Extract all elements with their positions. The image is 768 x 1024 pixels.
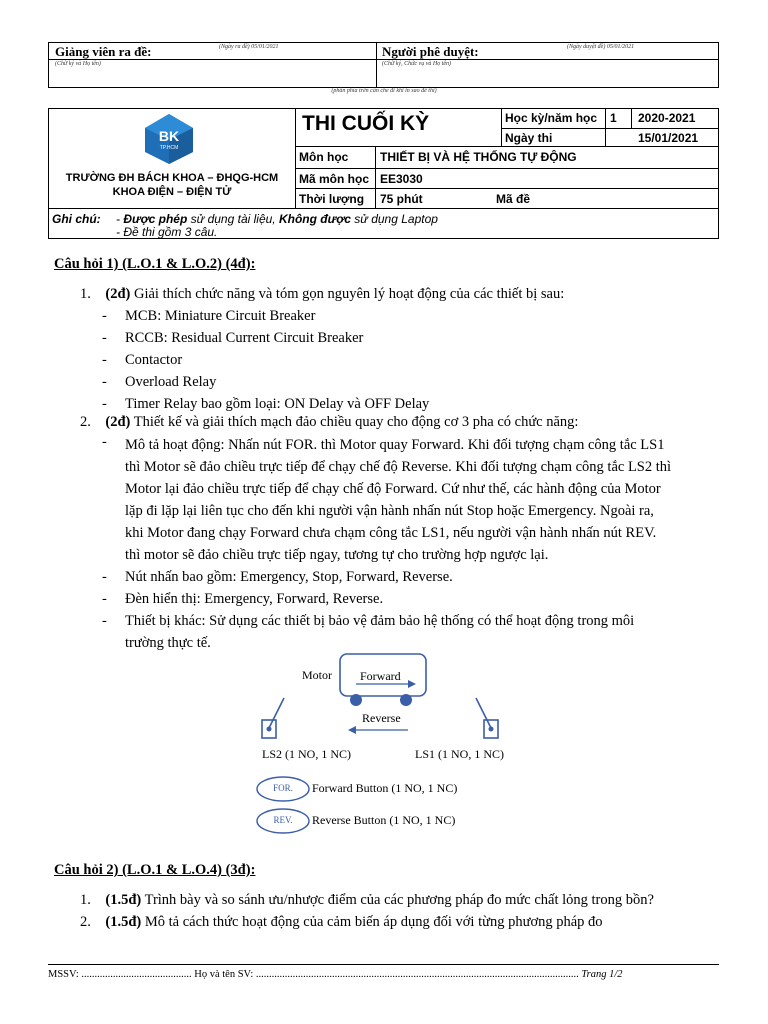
rev-button-label: REV. [273,815,293,825]
note-line-2: - Đề thi gồm 3 câu. [116,225,218,239]
question-1-heading: Câu hỏi 1) (L.O.1 & L.O.2) (4đ): [54,256,256,272]
lecturer-note: (Chữ ký và Họ tên) [55,61,101,67]
school-line-2: KHOA ĐIỆN – ĐIỆN TỬ [112,186,232,198]
wheel-right [400,694,412,706]
school-name [49,171,295,199]
operation-description: Mô tả hoạt động: Nhấn nút FOR. thì Motor quay Forward. Khi đối tượng chạm công tắc LS1 thì Motor sẽ đảo chiều trực tiếp để chạy chế độ Reverse. Khi đối tượng chạm công tắc LS2 thì Motor lại đảo chiều trực tiếp để chạy chế độ Forward. Cứ như thế, các hành động của Motor lặp đi lặp lại liên tục cho đến khi người vận hành nhấn nút Stop hoặc Emergency. Ngoài ra, khi Motor đang chạy Forward chưa chạm công tắc LS1, nếu người vận hành nhấn nút REV. thì motor sẽ đảo chiều trực tiếp ngay, tương tự cho trường hợp ngược lại. [125,437,672,563]
motor-diagram [240,650,540,840]
exam-date: 15/01/2021 [638,131,699,145]
buttons-line: - Nút nhấn bao gồm: Emergency, Stop, Forward, Reverse. [102,569,453,585]
q1-item-1: 1. (2đ) Giải thích chức năng và tóm gọn nguyên lý hoạt động của các thiết bị sau: [80,286,565,302]
exam-title: THI CUỐI KỲ [302,112,430,135]
school-year: 2020-2021 [638,111,696,125]
approver-date: (Ngày duyệt đề) 05/01/2021 [567,44,635,50]
student-id-field: MSSV: .......................................... [48,969,192,980]
school-line-1: TRƯỜNG ĐH BÁCH KHOA – ĐHQG-HCM [65,172,279,184]
wheel-left [350,694,362,706]
university-logo [145,114,193,164]
subject-label: Môn học [299,150,349,164]
subject-value: THIẾT BỊ VÀ HỆ THỐNG TỰ ĐỘNG [380,150,577,164]
course-code-value: EE3030 [380,172,423,186]
page-footer [48,964,719,980]
note-label: Ghi chú: [52,212,101,226]
list-item: - Contactor [102,352,183,368]
logo-text: BK [158,128,180,144]
reverse-label: Reverse [362,711,401,725]
list-item: - Timer Relay bao gồm loại: ON Delay và OFF Delay [102,396,430,412]
semester-value: 1 [610,111,617,125]
list-item: - RCCB: Residual Current Circuit Breaker [102,330,364,346]
student-name-field: Họ và tên SV: ........................................................................................................................... [194,969,579,980]
device-list [102,305,429,415]
lecturer-date: (Ngày ra đề) 05/01/2021 [219,44,279,50]
approver-label: Người phê duyệt: [382,44,479,59]
logo-sub: TP.HCM [159,145,179,151]
semester-label: Học kỳ/năm học [505,111,598,125]
list-item: - MCB: Miniature Circuit Breaker [102,308,316,324]
cut-note: (phần phía trên cần che đi khi in sao đề thi) [331,88,437,94]
approver-note: (Chữ ký, Chức vụ và Họ tên) [382,61,452,67]
for-button-desc: Forward Button (1 NO, 1 NC) [312,781,458,795]
ls2-label: LS2 (1 NO, 1 NC) [262,747,351,761]
forward-label: Forward [360,669,401,683]
lecturer-label: Giảng viên ra đề: [55,44,152,59]
for-button-label: FOR. [273,783,293,793]
q2-item-2: 2. (1.5đ) Mô tả cách thức hoạt động của cảm biến áp dụng đối với từng phương pháp đo [80,914,603,930]
signature-block [48,42,719,88]
duration-label: Thời lượng [299,192,365,206]
question-2-heading: Câu hỏi 2) (L.O.1 & L.O.4) (3đ): [54,862,256,878]
duration-value: 75 phút [380,192,423,206]
course-code-label: Mã môn học [299,172,370,186]
lights-line: - Đèn hiển thị: Emergency, Forward, Reverse. [102,591,384,607]
date-label: Ngày thi [505,131,553,145]
exam-header [48,108,719,239]
other-devices-line: Thiết bị khác: Sử dụng các thiết bị bảo vệ đảm bảo hệ thống có thể hoạt động trong môi trường thực tế. [125,613,635,651]
q2-item-1: 1. (1.5đ) Trình bày và so sánh ưu/nhược điểm của các phương pháp đo mức chất lỏng trong bồn? [80,892,654,908]
exam-code-label: Mã đề [496,192,531,206]
motor-label: Motor [302,668,332,682]
ls1-label: LS1 (1 NO, 1 NC) [415,747,504,761]
rev-button-desc: Reverse Button (1 NO, 1 NC) [312,813,456,827]
list-item: - Overload Relay [102,374,217,390]
page-number: Trang 1/2 [581,969,623,980]
note-line-1: - Được phép sử dụng tài liệu, Không được sử dụng Laptop [116,212,438,226]
q1-item-2: 2. (2đ) Thiết kế và giải thích mạch đảo chiều quay cho động cơ 3 pha có chức năng: [80,414,579,430]
